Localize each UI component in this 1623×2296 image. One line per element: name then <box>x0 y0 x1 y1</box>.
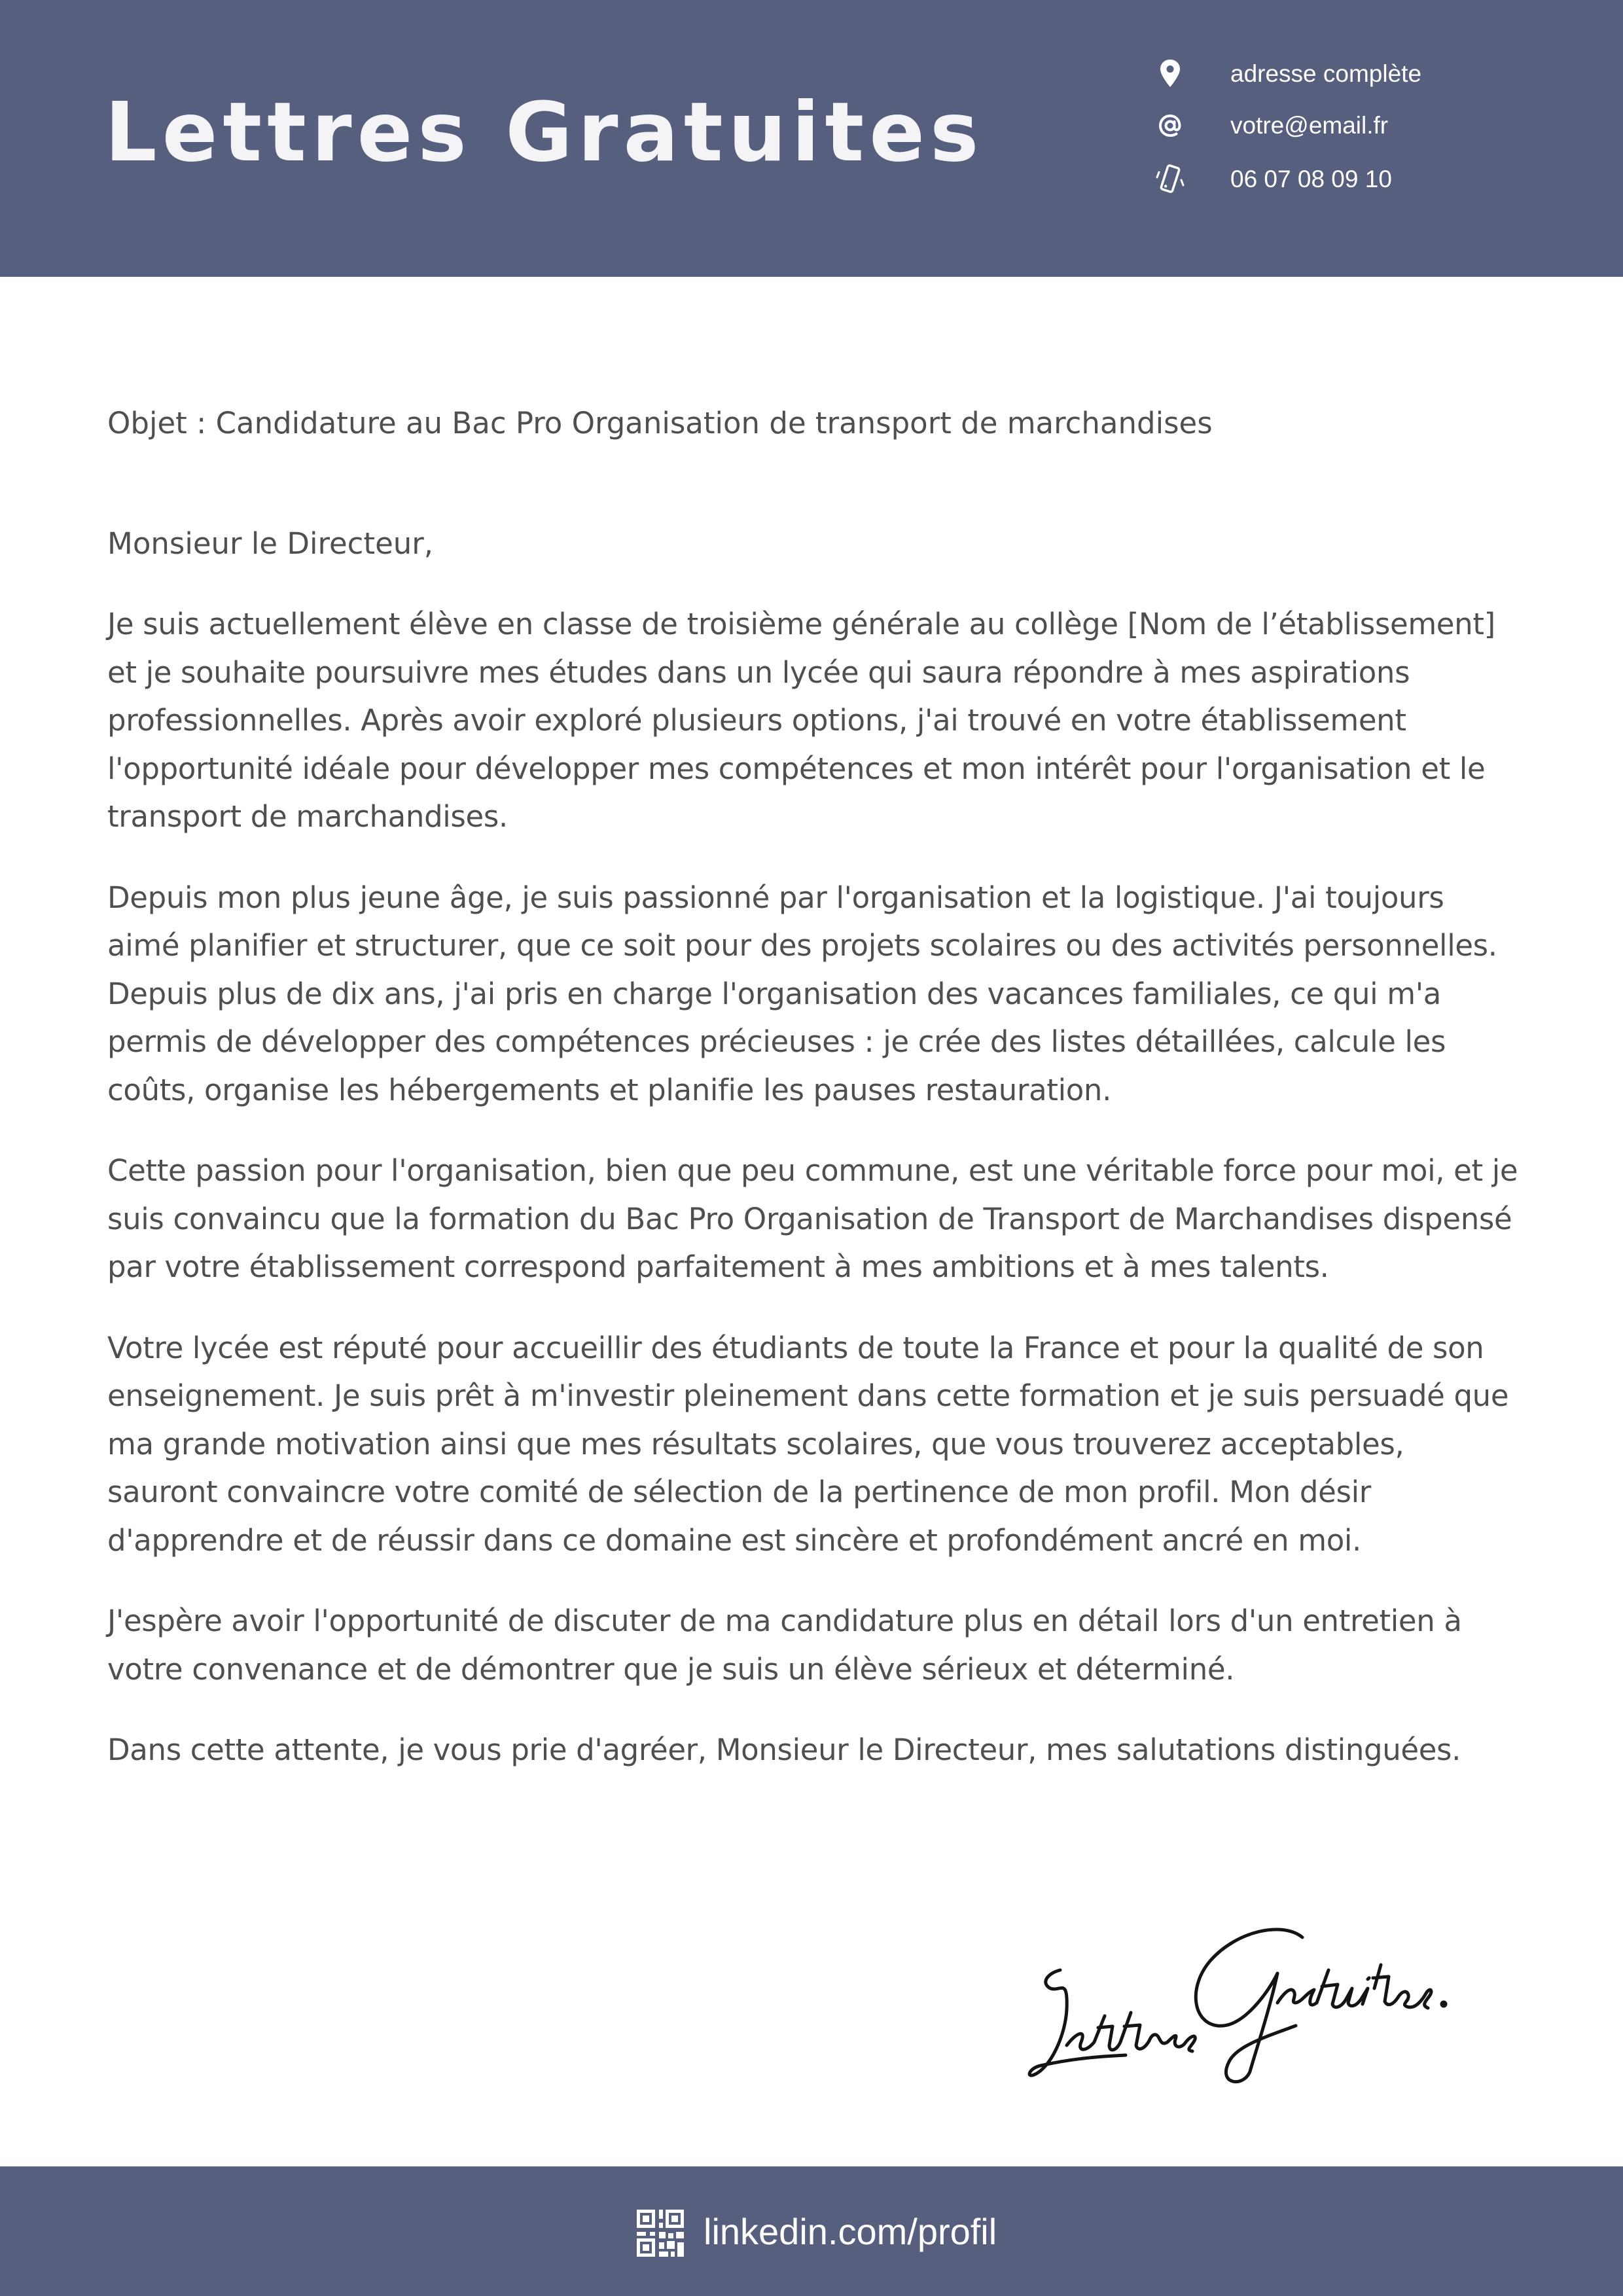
letter-salutation: Monsieur le Directeur, <box>107 526 434 561</box>
letter-paragraph: Depuis mon plus jeune âge, je suis passionné par l'organisation et la logistique. J'ai toujours aimé planifier et structurer, que ce soit pour des projets scolaires ou des activités personnelles. Depuis plus de dix ans, j'ai pris en charge l'organisation des vacances familiales, ce qui m'a permis de développer des compétences précieuses : je crée des listes détaillées, calcule les coûts, organise les hébergements et planifie les pauses restauration. <box>107 880 1497 1107</box>
location-pin-icon <box>1152 58 1188 90</box>
qr-code-icon <box>637 2210 684 2257</box>
letter-paragraph: Je suis actuellement élève en classe de troisième générale au collège [Nom de l’établissement] et je souhaite poursuivre mes études dans un lycée qui saura répondre à mes aspirations professionnelles. Après avoir exploré plusieurs options, j'ai trouvé en votre établissement l'opportunité idéale pour développer mes compétences et mon intérêt pour l'organisation et le transport de marchandises. <box>107 607 1495 834</box>
letter-closing: Dans cette attente, je vous prie d'agréer, Monsieur le Directeur, mes salutations distinguées. <box>107 1732 1461 1767</box>
contact-phone <box>1152 159 1610 198</box>
at-sign-icon <box>1152 109 1188 142</box>
letter-paragraph: Cette passion pour l'organisation, bien que peu commune, est une véritable force pour moi, et je suis convaincu que la formation du Bac Pro Organisation de Transport de Marchandises dispensé par votre établissement correspond parfaitement à mes ambitions et à mes talents. <box>107 1153 1518 1284</box>
phone-icon <box>1152 163 1188 196</box>
letter-body <box>107 399 1521 1807</box>
phone-text: 06 07 08 09 10 <box>1230 166 1392 192</box>
letter-paragraph: Votre lycée est réputé pour accueillir des étudiants de toute la France et pour la qualité de son enseignement. Je suis prêt à m'investir pleinement dans cette formation et je suis persuadé que ma grande motivation ainsi que mes résultats scolaires, que vous trouverez acceptables, sauront convaincre votre comité de sélection de la pertinence de mon profil. Mon désir d'apprendre et de réussir dans ce domaine est sincère et profondément ancré en moi. <box>107 1330 1509 1558</box>
email-text: votre@email.fr <box>1230 112 1389 139</box>
footer-band <box>0 2166 1623 2296</box>
header-band <box>0 0 1623 277</box>
address-text: adresse complète <box>1230 60 1422 87</box>
letter-paragraph: J'espère avoir l'opportunité de discuter de ma candidature plus en détail lors d'un entretien à votre convenance et de démontrer que je suis un élève sérieux et déterminé. <box>107 1604 1462 1687</box>
contact-email <box>1152 105 1610 145</box>
linkedin-link[interactable]: linkedin.com/profil <box>704 2211 997 2252</box>
letter-subject: Objet : Candidature au Bac Pro Organisation de transport de marchandises <box>107 406 1213 440</box>
contact-address <box>1152 54 1610 93</box>
handwritten-signature <box>1021 1911 1453 2094</box>
brand-title: Lettres Gratuites <box>105 85 984 180</box>
